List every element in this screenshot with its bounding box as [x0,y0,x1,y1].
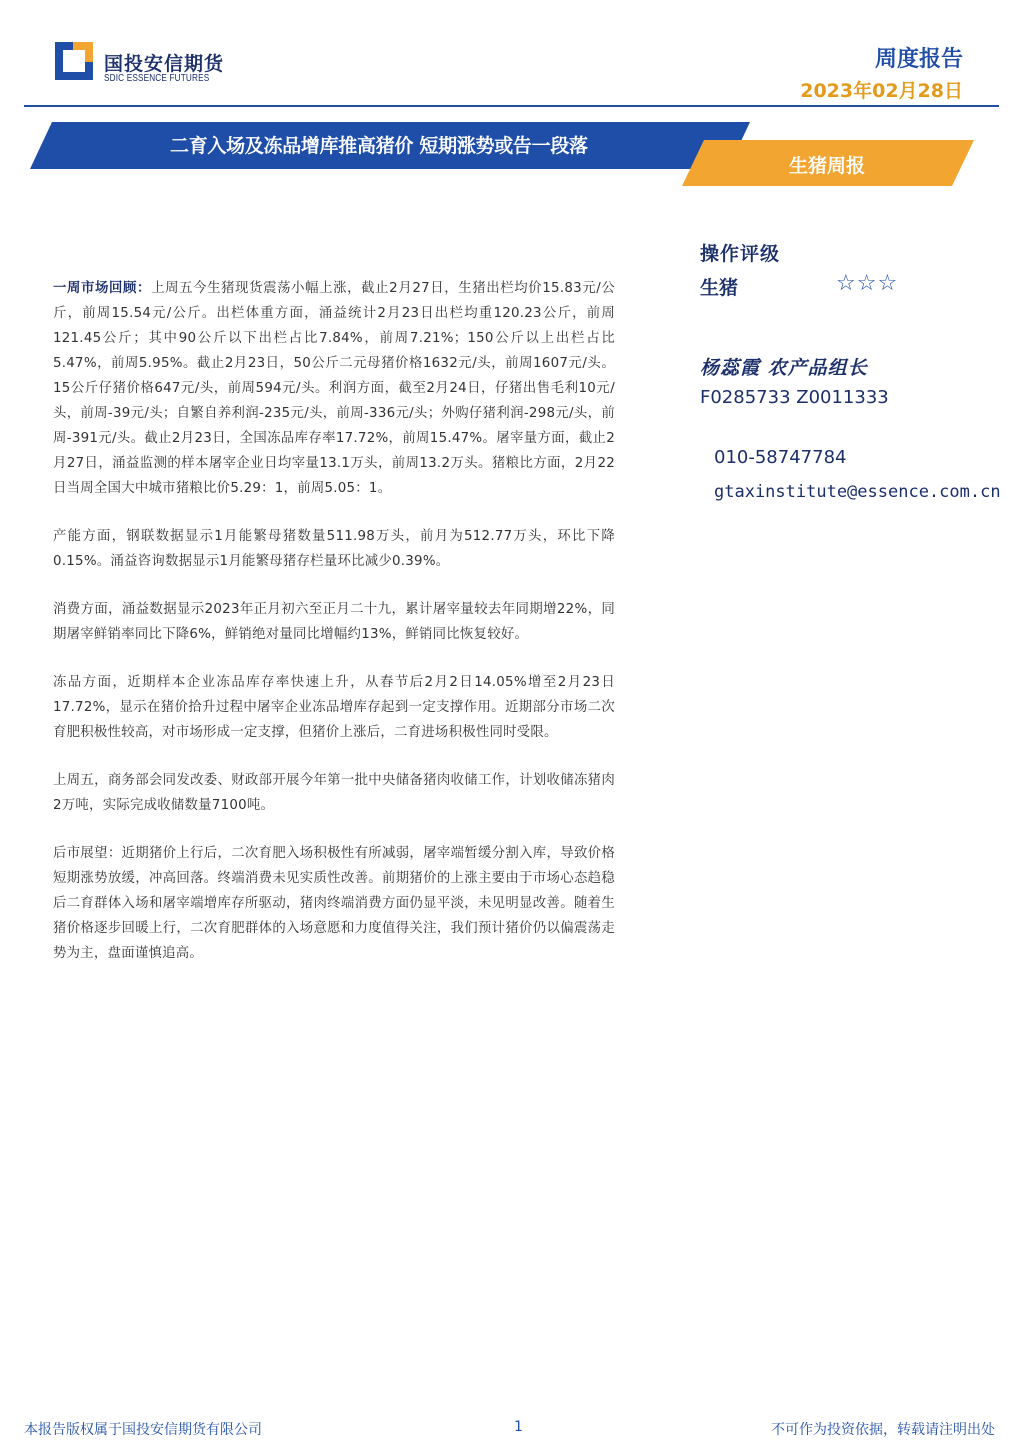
paragraph-lead: 一周市场回顾： [53,281,152,296]
footer-disclaimer: 不可作为投资依据，转载请注明出处 [771,1422,995,1438]
doc-type: 周度报告 [874,47,963,72]
category-tag-label: 生猪周报 [789,155,866,177]
analyst-certs: F0285733 Z0011333 [700,387,889,408]
paragraph-frozen: 冻品方面，近期样本企业冻品库存率快速上升，从春节后2月2日14.05%增至2月23日17.72%，显示在猪价拾升过程中屠宰企业冻品增库存起到一定支撑作用。近期部分市场二次育肥积极性较高，对市场形成一定支撑，但猪价上涨后，二育进场积极性同时受限。 [53,675,615,740]
paragraph-market-review [53,276,615,501]
company-name-en: SDIC ESSENCE FUTURES [104,73,210,84]
rating-heading: 操作评级 [700,243,781,265]
rating-stars-icon: ☆☆☆ [836,271,899,296]
paragraph-capacity: 产能方面，钢联数据显示1月能繁母猪数量511.98万头，前月为512.77万头，环比下降0.15%。涌益咨询数据显示1月能繁母猪存栏量环比减少0.39%。 [53,529,615,569]
contact-email[interactable]: gtaxinstitute@essence.com.cn [714,482,1001,502]
header-divider [24,105,999,107]
paragraph-outlook: 后市展望：近期猪价上行后，二次育肥入场积极性有所减弱，屠宰端暂缓分割入库，导致价格短期涨势放缓，冲高回落。终端消费未见实质性改善。前期猪价的上涨主要由于市场心态趋稳后二育群体入场和屠宰端增库存所驱动，猪肉终端消费方面仍显平淡，未见明显改善。随着生猪价格逐步回暖上行，二次育肥群体的入场意愿和力度值得关注，我们预计猪价仍以偏震荡走势为主，盘面谨慎追高。 [53,846,615,961]
contact-phone: 010-58747784 [714,447,847,468]
paragraph-text: 上周五今生猪现货震荡小幅上涨，截止2月27日，生猪出栏均价15.83元/公斤，前周15.54元/公斤。出栏体重方面，涌益统计2月23日出栏均重120.23公斤，前周121.45公斤；其中90公斤以下出栏占比7.84%，前周7.21%；150公斤以上出栏占比5.47%，前周5.95%。截止2月23日，50公斤二元母猪价格1632元/头，前周1607元/头。15公斤仔猪价格647元/头，前周594元/头。利润方面，截至2月24日，仔猪出售毛利10元/头，前周-39元/头；自繁自养利润-235元/头，前周-336元/头；外购仔猪利润-298元/头，前周-391元/头。截止2月23日，全国冻品库存率17.72%，前周15.47%。屠宰量方面，截止2月27日，涌益监测的样本屠宰企业日均宰量13.1万头，前周13.2万头。猪粮比方面，2月22日当周全国大中城市猪粮比价5.29：1，前周5.05：1。 [53,281,616,496]
paragraph-consumption: 消费方面，涌益数据显示2023年正月初六至正月二十九，累计屠宰量较去年同期增22%，同期屠宰鲜销率同比下降6%，鲜销绝对量同比增幅约13%，鲜销同比恢复较好。 [53,602,615,642]
company-name-cn: 国投安信期货 [104,53,225,75]
company-logo-icon [55,42,93,80]
report-date: 2023年02月28日 [800,80,963,102]
footer-copyright: 本报告版权属于国投安信期货有限公司 [24,1422,262,1438]
rating-item: 生猪 [700,277,739,299]
report-title: 二育入场及冻品增库推高猪价 短期涨势或告一段落 [170,135,588,157]
page-number: 1 [514,1419,523,1435]
report-body [53,276,615,989]
analyst-name: 杨蕊霞 农产品组长 [700,357,868,379]
paragraph-reserve: 上周五，商务部会同发改委、财政部开展今年第一批中央储备猪肉收储工作，计划收储冻猪肉2万吨，实际完成收储数量7100吨。 [53,773,615,813]
